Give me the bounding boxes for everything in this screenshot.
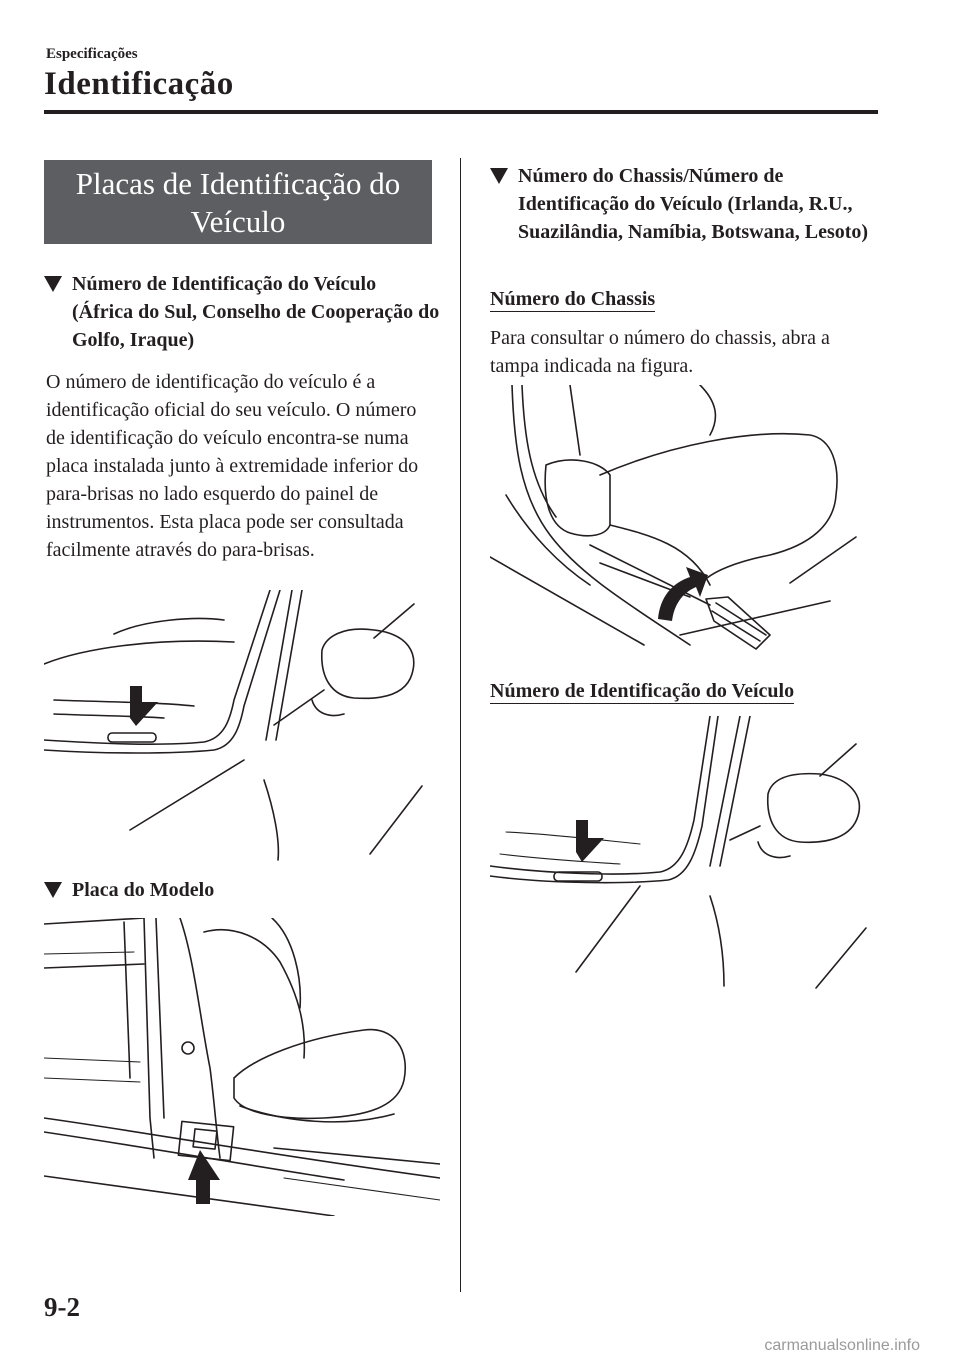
subheading-chassis-number bbox=[490, 286, 655, 312]
triangle-bullet-icon bbox=[44, 882, 62, 898]
vin-description: O número de identificação do veículo é a identificação oficial do seu veículo. O número de identificação do veículo encontra-se numa placa instalada junto à extremidade inferior do para-brisas no lado esquerdo do painel de instrumentos. Esta placa pode ser consultada facilmente através do para-brisas. bbox=[46, 371, 419, 561]
page-number: 9-2 bbox=[44, 1292, 80, 1322]
header-rule bbox=[44, 110, 878, 114]
arrow-curved-icon bbox=[658, 567, 708, 621]
model-plate-illustration bbox=[44, 918, 440, 1216]
section-title: Placas de Identificação do Veículo bbox=[44, 160, 432, 244]
heading-chassis-vin-text: Número do Chassis/Número de Identificação do Veículo (Irlanda, R.U., Suazilândia, Namíbia, Botswana, Lesoto) bbox=[518, 165, 869, 243]
subheading-vin bbox=[490, 678, 794, 704]
arrow-down-icon bbox=[130, 686, 158, 726]
arrow-down-icon bbox=[576, 820, 604, 862]
heading-model-plate bbox=[44, 876, 440, 904]
heading-model-plate-text: Placa do Modelo bbox=[72, 879, 215, 901]
watermark: carmanualsonline.info bbox=[764, 1337, 920, 1354]
chassis-description: Para consultar o número do chassis, abra a tampa indicada na figura. bbox=[490, 327, 830, 377]
page-title: Identificação bbox=[44, 66, 234, 102]
heading-vin-africa-text: Número de Identificação do Veículo (África do Sul, Conselho de Cooperação do Golfo, Iraque) bbox=[72, 273, 440, 351]
subheading-chassis-number-text: Número do Chassis bbox=[490, 288, 656, 310]
vin-windshield-illustration-right bbox=[490, 716, 882, 992]
heading-chassis-vin bbox=[490, 162, 880, 246]
vin-windshield-illustration bbox=[44, 590, 440, 870]
column-divider bbox=[460, 158, 461, 1292]
heading-vin-africa bbox=[44, 270, 440, 354]
triangle-bullet-icon bbox=[44, 276, 62, 292]
subheading-vin-text: Número de Identificação do Veículo bbox=[490, 680, 795, 702]
triangle-bullet-icon bbox=[490, 168, 508, 184]
chapter-label: Especificações bbox=[46, 46, 138, 62]
chassis-seat-illustration bbox=[490, 385, 882, 665]
